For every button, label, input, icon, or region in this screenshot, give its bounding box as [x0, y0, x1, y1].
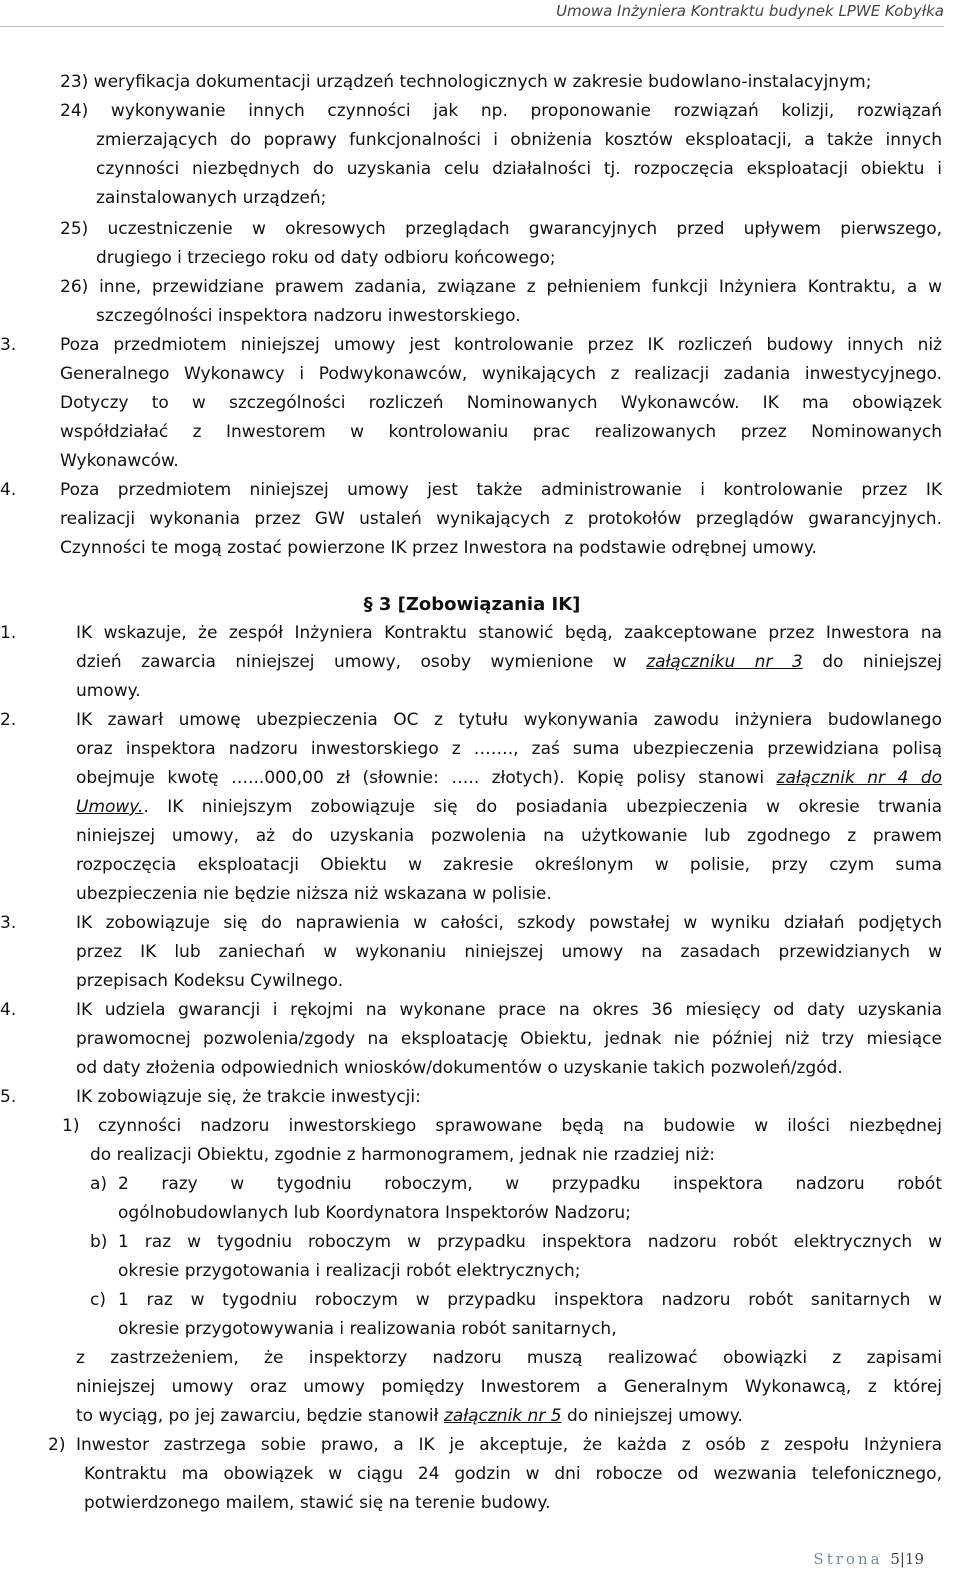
point-number: 4. — [0, 1000, 17, 1020]
sub-2-line: Kontraktu ma obowiązek w ciągu 24 godzin w dni robocze od wezwania telefonicznego, — [84, 1464, 942, 1484]
paragraph-3-line: współdziałać z Inwestorem w kontrolowaniu prac realizowanych przez Nominowanych — [60, 422, 942, 442]
point-number: 5. — [0, 1087, 17, 1107]
sub-1-line: czynności nadzoru inwestorskiego sprawowane będą na budowie w ilości niezbędnej — [98, 1116, 942, 1136]
item-23: 23) weryfikacja dokumentacji urządzeń technologicznych w zakresie budowlano-instalacyjnym; — [60, 72, 872, 92]
point-1-line: umowy. — [76, 681, 141, 701]
page-header — [0, 0, 944, 27]
letter-a-line: ogólnobudowlanych lub Koordynatora Inspektorów Nadzoru; — [118, 1203, 631, 1223]
item-25-line: drugiego i trzeciego roku od daty odbioru końcowego; — [96, 248, 556, 268]
point-2-line: Umowy.. IK niniejszym zobowiązuje się do posiadania ubezpieczenia w okresie trwania — [76, 797, 942, 817]
annex-4-link-cont[interactable]: Umowy. — [76, 797, 144, 817]
letter-number: b) — [90, 1232, 108, 1252]
sub-1-tail-line: niniejszej umowy oraz umowy pomiędzy Inwestorem a Generalnym Wykonawcą, z której — [76, 1377, 942, 1397]
letter-b-line: 1 raz w tygodniu roboczym w przypadku inspektora nadzoru robót elektrycznych w — [118, 1232, 942, 1252]
point-number: 2. — [0, 710, 17, 730]
point-2-line: IK zawarł umowę ubezpieczenia OC z tytułu wykonywania zawodu inżyniera budowlanego — [76, 710, 942, 730]
point-2-line: niniejszej umowy, aż do uzyskania pozwolenia na użytkowanie lub zgodnego z prawem — [76, 826, 942, 846]
paragraph-4-line: Czynności te mogą zostać powierzone IK przez Inwestora na podstawie odrębnej umowy. — [60, 538, 817, 558]
paragraph-3-line: Wykonawców. — [60, 451, 179, 471]
page-label: Strona — [813, 1550, 883, 1568]
paragraph-3-line: Poza przedmiotem niniejszej umowy jest kontrolowanie przez IK rozliczeń budowy innych niż — [60, 335, 942, 355]
paragraph-4-line: realizacji wykonania przez GW ustaleń wynikających z protokołów przeglądów gwarancyjnych. — [60, 509, 942, 529]
point-number: 1. — [0, 623, 17, 643]
paragraph-number: 3. — [0, 335, 17, 355]
point-2-line: rozpoczęcia eksploatacji Obiektu w zakresie określonym w polisie, przy czym suma — [76, 855, 942, 875]
point-2-line: oraz inspektora nadzoru inwestorskiego z ……., zaś suma ubezpieczenia przewidziana polisą — [76, 739, 942, 759]
point-1-line: dzień zawarcia niniejszej umowy, osoby wymienione w załączniku nr 3 do niniejszej — [76, 652, 942, 672]
sub-number: 2) — [48, 1435, 66, 1455]
letter-c-line: 1 raz w tygodniu roboczym w przypadku inspektora nadzoru robót sanitarnych w — [118, 1290, 942, 1310]
paragraph-3-line: Dotyczy to w szczególności rozliczeń Nominowanych Wykonawców. IK ma obowiązek — [60, 393, 942, 413]
point-2-line: ubezpieczenia nie będzie niższa niż wskazana w polisie. — [76, 884, 552, 904]
item-26-line: szczególności inspektora nadzoru inwestorskiego. — [96, 306, 521, 326]
letter-number: c) — [90, 1290, 106, 1310]
point-number: 3. — [0, 913, 17, 933]
item-24-line: zmierzających do poprawy funkcjonalności i obniżenia kosztów eksploatacji, a także innych — [96, 130, 942, 150]
paragraph-number: 4. — [0, 480, 17, 500]
item-24-line: 24) wykonywanie innych czynności jak np. proponowanie rozwiązań kolizji, rozwiązań — [60, 101, 942, 121]
document-title: Umowa Inżyniera Kontraktu budynek LPWE Kobyłka — [556, 2, 944, 20]
sub-number: 1) — [62, 1116, 80, 1136]
point-4-line: od daty złożenia odpowiednich wniosków/dokumentów o uzyskanie takich pozwoleń/zgód. — [76, 1058, 843, 1078]
point-4-line: prawomocnej pozwolenia/zgody na eksploatację Obiektu, jednak nie później niż trzy miesiące — [76, 1029, 942, 1049]
point-4-line: IK udziela gwarancji i rękojmi na wykonane prace na okres 36 miesięcy od daty uzyskania — [76, 1000, 942, 1020]
section-heading: § 3 [Zobowiązania IK] — [363, 594, 581, 615]
annex-5-link[interactable]: załącznik nr 5 — [443, 1406, 562, 1426]
letter-c-line: okresie przygotowywania i realizowania robót sanitarnych, — [118, 1319, 617, 1339]
letter-number: a) — [90, 1174, 108, 1194]
point-1-line: IK wskazuje, że zespół Inżyniera Kontraktu stanowić będą, zaakceptowane przez Inwestora na — [76, 623, 942, 643]
sub-1-line: do realizacji Obiektu, zgodnie z harmonogramem, jednak nie rzadziej niż: — [90, 1145, 715, 1165]
sub-1-tail-line: to wyciąg, po jej zawarciu, będzie stanowił załącznik nr 5 do niniejszej umowy. — [76, 1406, 743, 1426]
page-number: 5|19 — [890, 1550, 924, 1568]
point-5-intro: IK zobowiązuje się, że trakcie inwestycji: — [76, 1087, 421, 1107]
letter-b-line: okresie przygotowania i realizacji robót elektrycznych; — [118, 1261, 581, 1281]
sub-2-line: potwierdzonego mailem, stawić się na terenie budowy. — [84, 1493, 551, 1513]
paragraph-3-line: Generalnego Wykonawcy i Podwykonawców, wynikających z realizacji zadania inwestycyjnego. — [60, 364, 942, 384]
paragraph-4-line: Poza przedmiotem niniejszej umowy jest także administrowanie i kontrolowanie przez IK — [60, 480, 942, 500]
point-3-line: przepisach Kodeksu Cywilnego. — [76, 971, 344, 991]
point-2-line: obejmuje kwotę …...000,00 zł (słownie: ….. złotych). Kopię polisy stanowi załącznik nr 4 do — [76, 768, 943, 788]
sub-1-tail-line: z zastrzeżeniem, że inspektorzy nadzoru muszą realizować obowiązki z zapisami — [76, 1348, 942, 1368]
point-3-line: przez IK lub zaniechań w wykonaniu niniejszej umowy na zasadach przewidzianych w — [76, 942, 942, 962]
sub-2-line: Inwestor zastrzega sobie prawo, a IK je akceptuje, że każda z osób z zespołu Inżyniera — [76, 1435, 942, 1455]
page-footer — [813, 1550, 924, 1568]
item-26-line: 26) inne, przewidziane prawem zadania, związane z pełnieniem funkcji Inżyniera Kontraktu, a w — [60, 277, 942, 297]
letter-a-line: 2 razy w tygodniu roboczym, w przypadku inspektora nadzoru robót — [118, 1174, 942, 1194]
item-24-line: czynności niezbędnych do uzyskania celu działalności tj. rozpoczęcia eksploatacji obiektu i — [96, 159, 942, 179]
annex-3-link[interactable]: załączniku nr 3 — [646, 652, 803, 672]
point-3-line: IK zobowiązuje się do naprawienia w całości, szkody powstałej w wyniku działań podjętych — [76, 913, 942, 933]
annex-4-link[interactable]: załącznik nr 4 do — [776, 768, 943, 788]
item-25-line: 25) uczestniczenie w okresowych przeglądach gwarancyjnych przed upływem pierwszego, — [60, 219, 942, 239]
item-24-line: zainstalowanych urządzeń; — [96, 188, 327, 208]
